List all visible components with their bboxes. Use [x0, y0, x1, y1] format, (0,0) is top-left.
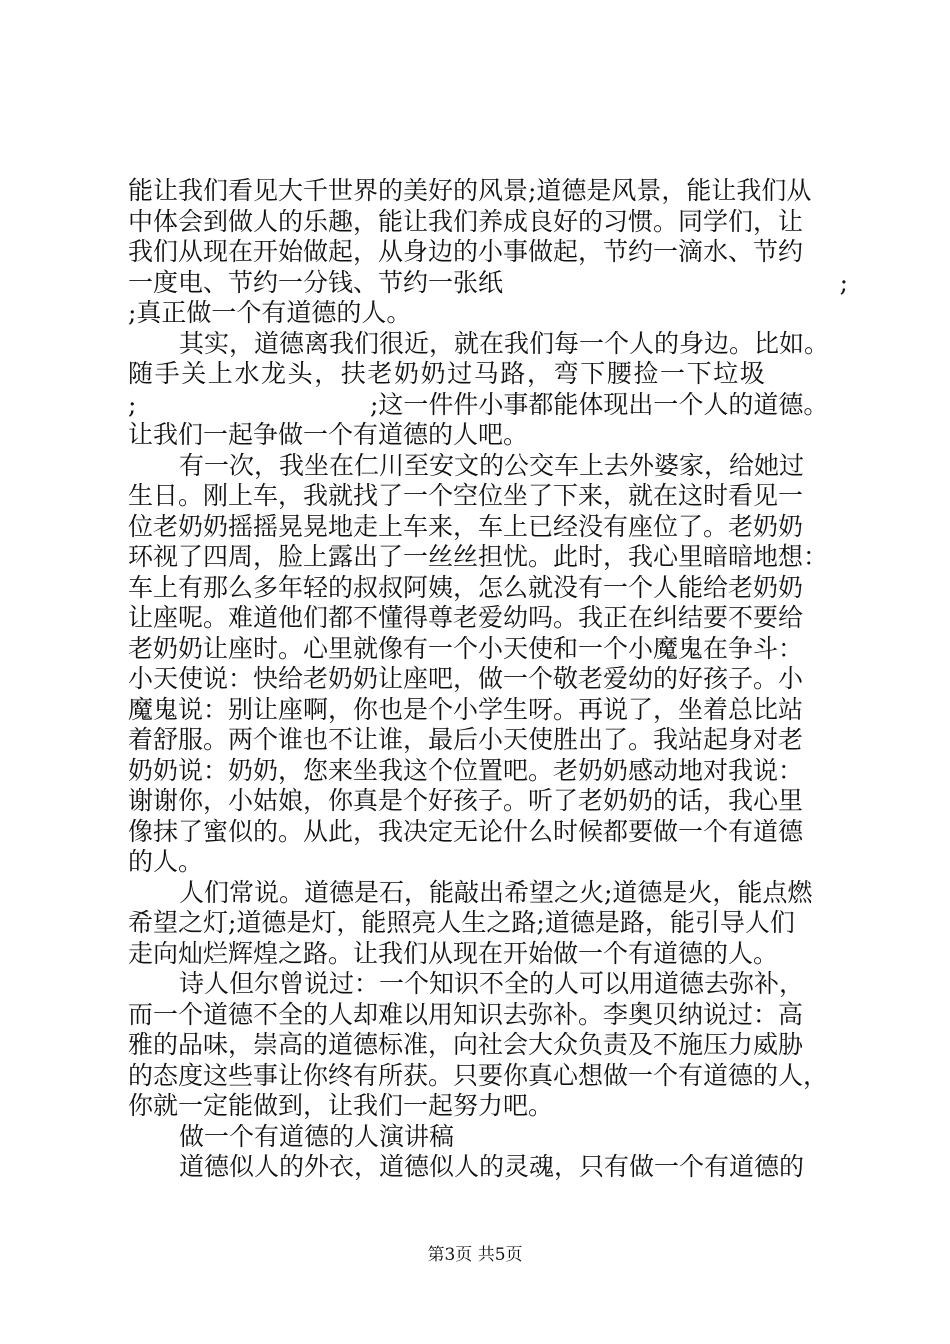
text-line: 人们常说。道德是石，能敲出希望之火;道德是火，能点燃	[179, 877, 813, 907]
text-segment: 一度电、节约一分钱、节约一张纸	[128, 267, 504, 297]
text-line: 其实，道德离我们很近，就在我们每一个人的身边。比如。	[179, 328, 830, 358]
text-line: 位老奶奶摇摇晃晃地走上车来，车上已经没有座位了。老奶奶	[128, 511, 804, 541]
text-line: 着舒服。两个谁也不让谁，最后小天使胜出了。我站起身对老	[128, 725, 804, 754]
text-line: 诗人但尔曾说过：一个知识不全的人可以用道德去弥补，	[179, 969, 805, 998]
text-line: 随手关上水龙头，扶老奶奶过马路，弯下腰捡一下垃圾	[128, 359, 767, 388]
text-line: 的人。	[128, 847, 204, 876]
text-line: 小天使说：快给老奶奶让座吧，做一个敬老爱幼的好孩子。小	[128, 664, 804, 693]
text-line	[128, 268, 848, 299]
text-line: 老奶奶让座时。心里就像有一个小天使和一个小魔鬼在争斗：	[128, 633, 804, 663]
section-heading: 做一个有道德的人演讲稿	[179, 1121, 455, 1151]
text-line: 谢谢你，小姑娘，你真是个好孩子。听了老奶奶的话，我心里	[128, 786, 804, 815]
text-line: 像抹了蜜似的。从此，我决定无论什么时候都要做一个有道德	[128, 816, 804, 846]
text-line: 希望之灯;道德是灯，能照亮人生之路;道德是路，能引导人们	[128, 908, 795, 937]
text-line: 中体会到做人的乐趣，能让我们养成良好的习惯。同学们，让	[128, 206, 804, 236]
text-line: 的态度这些事让你终有所获。只要你真心想做一个有道德的人，	[128, 1060, 829, 1090]
text-line: 环视了四周，脸上露出了一丝丝担忧。此时，我心里暗暗地想：	[128, 542, 829, 571]
text-line: 让座呢。难道他们都不懂得尊老爱幼吗。我正在纠结要不要给	[128, 603, 804, 632]
text-line: 而一个道德不全的人却难以用知识去弥补。李奥贝纳说过：高	[128, 999, 804, 1029]
text-line: 能让我们看见大千世界的美好的风景;道德是风景，能让我们从	[128, 176, 812, 205]
text-line: 走向灿烂辉煌之路。让我们从现在开始做一个有道德的人。	[128, 938, 779, 968]
text-segment: ;	[128, 389, 137, 419]
text-line: 车上有那么多年轻的叔叔阿姨，怎么就没有一个人能给老奶奶	[128, 572, 804, 602]
text-line: ;真正做一个有道德的人。	[128, 298, 412, 327]
text-segment: ;	[839, 267, 848, 297]
text-line: 奶奶说：奶奶，您来坐我这个位置吧。老奶奶感动地对我说：	[128, 755, 804, 785]
text-line: 道德似人的外衣，道德似人的灵魂，只有做一个有道德的	[179, 1152, 805, 1181]
text-line: 有一次，我坐在仁川至安文的公交车上去外婆家，给她过	[179, 450, 805, 480]
text-segment: ;这一件件小事都能体现出一个人的道德。	[370, 389, 829, 419]
text-line: 让我们一起争做一个有道德的人吧。	[128, 420, 529, 449]
text-line	[128, 390, 848, 421]
text-line: 魔鬼说：别让座啊，你也是个小学生呀。再说了，坐着总比站	[128, 694, 804, 724]
text-line: 我们从现在开始做起，从身边的小事做起，节约一滴水、节约	[128, 237, 804, 266]
text-line: 雅的品味，崇高的道德标准，向社会大众负责及不施压力威胁	[128, 1030, 804, 1059]
text-line: 你就一定能做到，让我们一起努力吧。	[128, 1091, 554, 1120]
text-line: 生日。刚上车，我就找了一个空位坐了下来，就在这时看见一	[128, 481, 804, 510]
body-text	[128, 176, 848, 1183]
page-number-footer: 第3页 共5页	[427, 1245, 523, 1265]
